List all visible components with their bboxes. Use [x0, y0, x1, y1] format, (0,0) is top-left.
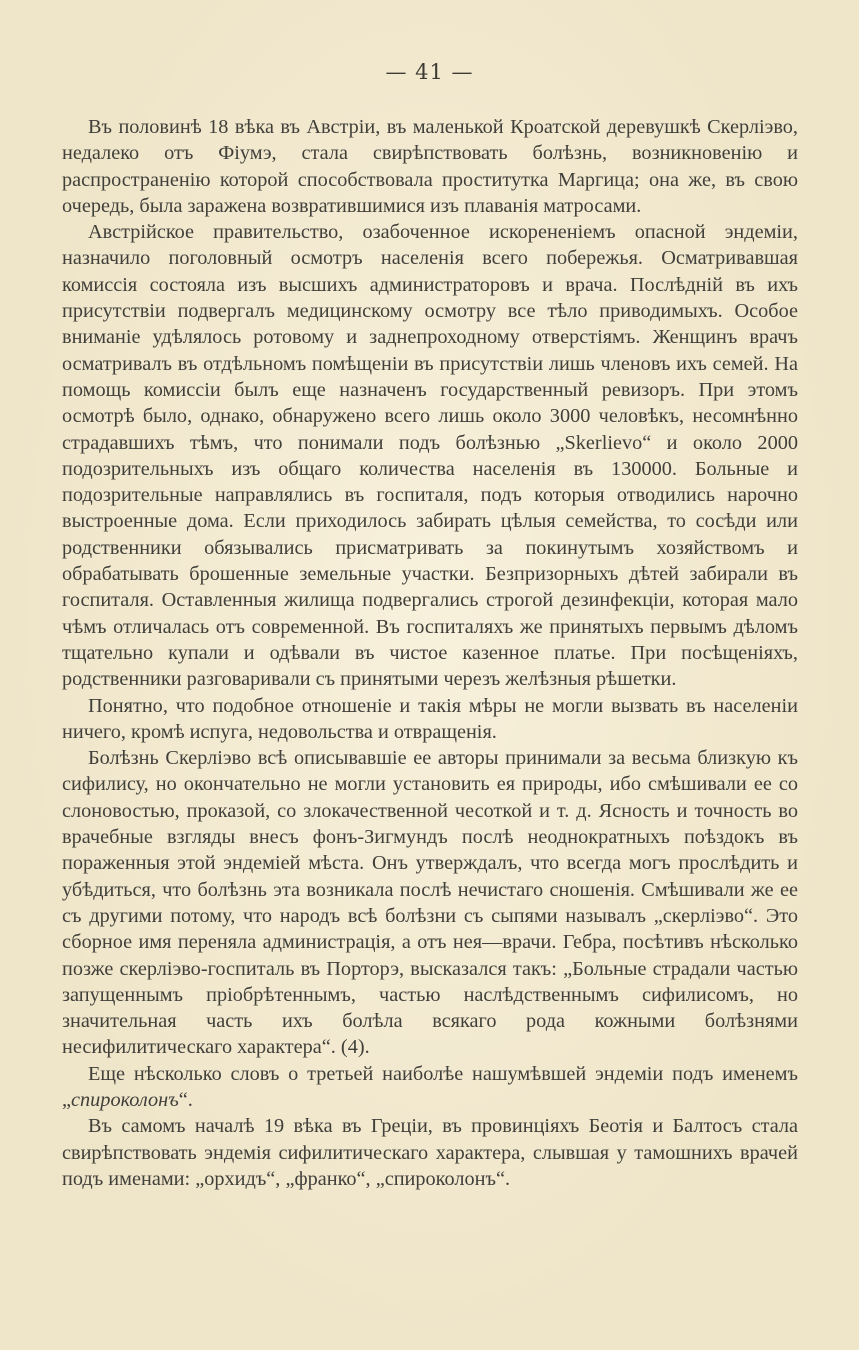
paragraph-disease-nature: Болѣзнь Скерліэво всѣ описывавшіе ее авторы принимали за весьма близкую къ сифилису, но окончательно не могли установить ея природы, ибо смѣшивали ее со слоновостью, проказой, со злокачественной чесоткой и т. д. Ясность и точность во врачебные взгляды внесъ фонъ-Зигмундъ послѣ неоднократныхъ поѣздокъ въ пораженныя этой эндеміей мѣста. Онъ утверждалъ, что всегда могъ прослѣдить и убѣдиться, что болѣзнь эта возникала послѣ нечистаго сношенія. Смѣшивали же ее съ другими потому, что народъ всѣ болѣзни съ сыпями называлъ „скерліэво“. Это сборное имя переняла администрація, а отъ нея—врачи. Гебра, посѣтивъ нѣсколько позже скерліэво-госпиталь въ Порторэ, высказался такъ: „Больные страдали частью запущеннымъ пріобрѣтеннымъ, частью наслѣдственнымъ сифилисомъ, но значительная часть ихъ болѣла всякаго рода кожными болѣзнями несифилитическаго характера“. (4). [62, 747, 798, 1059]
paragraph-population-reaction: Понятно, что подобное отношеніе и такія мѣры не могли вызвать въ населеніи ничего, кромѣ испуга, недовольства и отвращенія. [62, 694, 798, 743]
paragraph-austrian-government: Австрійское правительство, озабоченное искорененіемъ опасной эндеміи, назначило поголовный осмотръ населенія всего побережья. Осматривавшая комиссія состояла изъ высшихъ администраторовъ и врача. Послѣдній въ ихъ присутствіи подвергалъ медицинскому осмотру все тѣло приводимыхъ. Особое вниманіе удѣлялось ротовому и заднепроходному отверстіямъ. Женщинъ врачъ осматривалъ въ отдѣльномъ помѣщеніи въ присутствіи лишь членовъ ихъ семей. На помощь комиссіи былъ еще назначенъ государственный ревизоръ. При этомъ осмотрѣ было, однако, обнаружено всего лишь около 3000 человѣкъ, несомнѣнно страдавшихъ тѣмъ, что понимали подъ болѣзнью „Skerlievo“ и около 2000 подозрительныхъ изъ общаго количества населенія въ 130000. Больные и подозрительные направлялись въ госпиталя, подъ которыя отводились нарочно выстроенные дома. Если приходилось забирать цѣлыя семейства, то сосѣди или родственники обязывались присматривать за покинутымъ хозяйствомъ и обрабатывать брошенные земельные участки. Безпризорныхъ дѣтей забирали въ госпиталя. Оставленныя жилища подвергались строгой дезинфекціи, которая мало чѣмъ отличалась отъ современной. Въ госпиталяхъ же принятыхъ первымъ дѣломъ тщательно купали и одѣвали въ чистое казенное платье. При посѣщеніяхъ, родственники разговаривали съ принятыми черезъ желѣзныя рѣшетки. [62, 221, 798, 691]
paragraph-third-endemic [62, 1061, 798, 1114]
italic-term-spirokolon: спироколонъ [71, 1088, 179, 1111]
body-text [62, 114, 798, 1192]
italic-term-tail: “. [178, 1088, 193, 1111]
paragraph-greece-endemic: Въ самомъ началѣ 19 вѣка въ Греціи, въ провинціяхъ Беотія и Балтосъ стала свирѣпствовать эндемія сифилитическаго характера, слывшая у тамошнихъ врачей подъ именами: „орхидъ“, „франко“, „спироколонъ“. [62, 1115, 798, 1190]
paragraph-skerlievo-origin: Въ половинѣ 18 вѣка въ Австріи, въ маленькой Кроатской деревушкѣ Скерліэво, недалеко отъ Фіумэ, стала свирѣпствовать болѣзнь, возникновенію и распространенію которой способствовала проститутка Маргица; она же, въ свою очередь, была заражена возвратившимися изъ плаванія матросами. [62, 116, 798, 217]
paragraph-third-endemic-text: Еще нѣсколько словъ о третьей наиболѣе нашумѣвшей эндеміи подъ именемъ „ [62, 1062, 798, 1111]
page-number: — 41 — [385, 60, 474, 84]
